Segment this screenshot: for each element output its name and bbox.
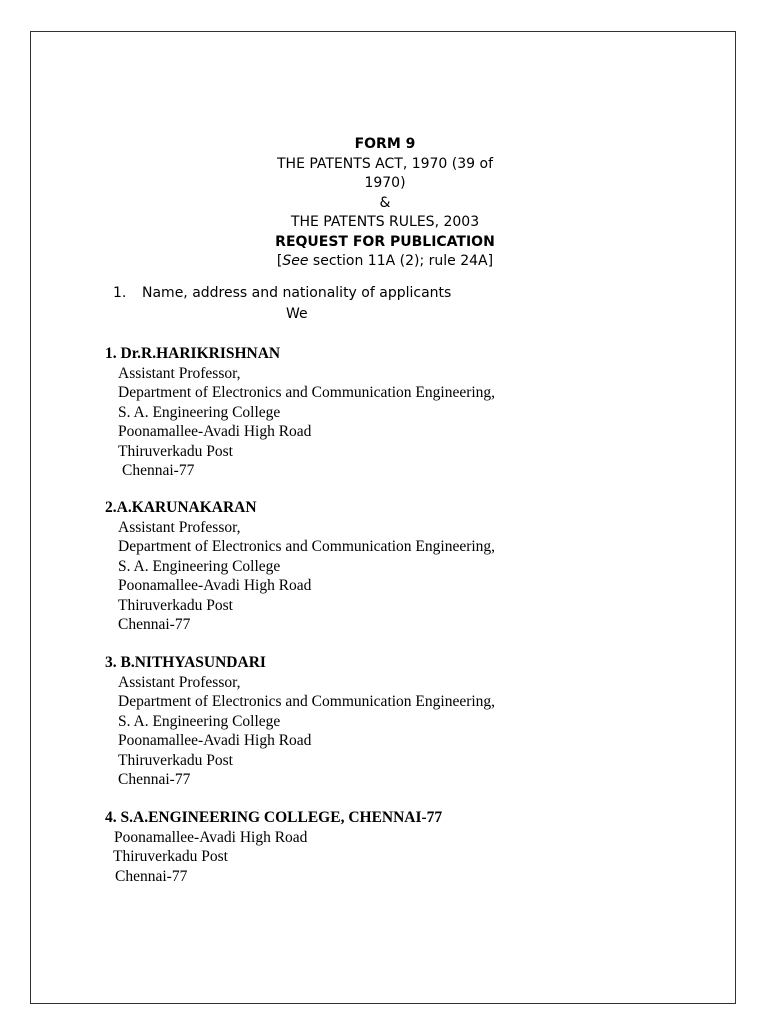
applicant-1 [105,344,495,481]
applicant-address-line: Chennai-77 [115,867,188,885]
applicant-address-line: Poonamallee-Avadi High Road [118,732,312,749]
applicant-address-line: Poonamallee-Avadi High Road [114,828,308,846]
applicant-2 [105,498,495,635]
applicant-address-line: Thiruverkadu Post [118,596,233,614]
applicant-address-line: Chennai-77 [118,616,191,633]
section-1-heading [113,284,451,304]
rules-line: THE PATENTS RULES, 2003 [290,214,480,230]
applicant-address-line: Chennai-77 [122,462,195,479]
act-line-2: 1970) [364,175,406,191]
see-italic: See [282,253,309,269]
applicant-address-line: Thiruverkadu Post [118,442,233,460]
act-line-1: THE PATENTS ACT, 1970 (39 of [276,155,494,172]
applicant-address-line: S. A. Engineering College [118,403,281,421]
ampersand: & [379,194,391,211]
section-1-number: 1. [113,285,127,301]
we-label: We [286,306,308,322]
applicant-address-line: Assistant Professor, [118,364,241,382]
applicant-address-line: Department of Electronics and Communication Engineering, [118,693,496,710]
see-rest: section 11A (2); rule 24A] [308,253,494,269]
applicant-address-line: S. A. Engineering College [118,712,281,730]
applicant-3 [105,653,495,790]
applicant-address-line: Thiruverkadu Post [113,848,228,865]
applicant-address-line: Department of Electronics and Communication Engineering, [118,538,496,555]
see-open-bracket: [ [276,253,283,269]
applicant-address-line: S. A. Engineering College [118,557,281,575]
applicant-name: 2.A.KARUNAKARAN [105,499,257,516]
applicant-address-line: Department of Electronics and Communication Engineering, [118,384,496,401]
applicant-address-line: Poonamallee-Avadi High Road [118,423,312,440]
applicant-address-line: Assistant Professor, [118,673,241,691]
applicant-address-line: Poonamallee-Avadi High Road [118,577,312,594]
section-1-label: Name, address and nationality of applicants [142,285,452,301]
request-title: REQUEST FOR PUBLICATION [275,233,495,250]
applicant-address-line: Thiruverkadu Post [118,751,233,769]
see-reference [255,252,515,272]
form-number: FORM 9 [354,136,416,152]
applicant-name: 3. B.NITHYASUNDARI [105,654,266,671]
applicant-address-line: Assistant Professor, [118,518,241,536]
applicant-address-line: Chennai-77 [118,771,191,788]
applicant-4 [105,808,442,886]
applicant-name: 1. Dr.R.HARIKRISHNAN [105,345,281,362]
form-header [255,135,515,272]
applicant-name: 4. S.A.ENGINEERING COLLEGE, CHENNAI-77 [105,809,443,826]
